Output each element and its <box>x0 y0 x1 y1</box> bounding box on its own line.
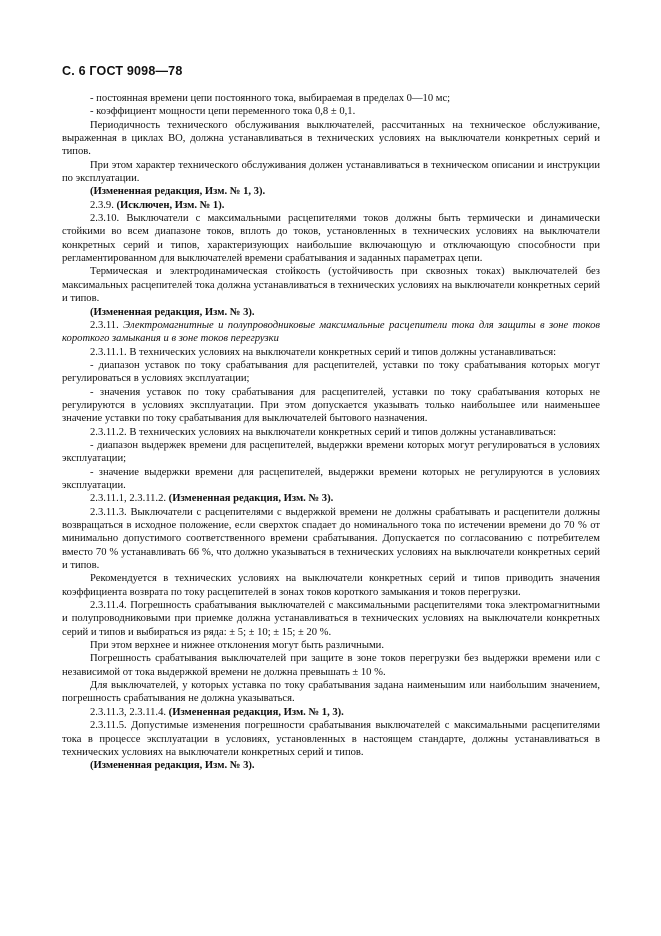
paragraph-text: 2.3.11.4. Погрешность срабатывания выключателей с максимальными расцепителями тока электромагнитными и полупроводниковыми при приемке должна устанавливаться в технических условиях на выключатели конкретных серий и типов и выбираться из ряда: ± 5; ± 10; ± 15; ± 20 %. <box>62 600 600 638</box>
paragraph <box>62 706 600 719</box>
paragraph <box>62 719 600 759</box>
paragraph <box>62 119 600 159</box>
paragraph-text: 2.3.11.1, 2.3.11.2. <box>90 493 167 505</box>
paragraph <box>62 92 600 105</box>
paragraph <box>62 652 600 679</box>
paragraph-text: Периодичность технического обслуживания выключателей, рассчитанных на техническое обслуживание, выраженная в циклах ВО, должна устанавливаться в технических условиях на выключатели конкретных серий и типов. <box>62 119 600 158</box>
paragraph-text: (Измененная редакция, Изм. № 1, 3). <box>90 186 266 198</box>
paragraph-text: 2.3.10. Выключатели с максимальными расцепителями токов должны быть термически и динамически стойкими во всем диапазоне токов, вплоть до токов, установленных в технических условиях на выключатели конкретных серий и типов, характеризующих наибольшие включающую и отключающую способности при регламентированном для выключателей времени срабатывания и заданных параметрах цепи. <box>62 213 600 265</box>
page-header: С. 6 ГОСТ 9098—78 <box>62 64 183 78</box>
paragraph <box>62 306 600 319</box>
paragraph-text: - диапазон выдержек времени для расцепителей, выдержки времени которых могут регулироваться в условиях эксплуатации; <box>62 439 600 465</box>
paragraph <box>62 319 600 346</box>
paragraph-text: - диапазон уставок по току срабатывания для расцепителей, уставки по току срабатывания которых могут регулироваться в условиях эксплуатации; <box>62 359 600 385</box>
paragraph <box>62 466 600 493</box>
paragraph-text: 2.3.11. <box>90 319 119 331</box>
paragraph <box>62 212 600 265</box>
paragraph-text: (Измененная редакция, Изм. № 3). <box>90 760 255 772</box>
amendment-note: (Исключен, Изм. № 1). <box>113 199 225 211</box>
paragraph <box>62 386 600 426</box>
document-body <box>62 92 600 773</box>
paragraph <box>62 199 600 212</box>
paragraph <box>62 185 600 198</box>
paragraph-text: - значения уставок по току срабатывания для расцепителей, уставки по току срабатывания которых не регулируются в условиях эксплуатации. При этом допускается указывать только наибольшее или наименьшее значение уставки по току срабатывания для выключателей бытового назначения. <box>62 386 600 425</box>
paragraph <box>62 759 600 772</box>
paragraph <box>62 265 600 305</box>
paragraph-text: При этом характер технического обслуживания должен устанавливаться в техническом описании и инструкции по эксплуатации. <box>62 159 600 185</box>
paragraph <box>62 426 600 439</box>
paragraph <box>62 105 600 118</box>
paragraph-text: Для выключателей, у которых уставка по току срабатывания задана наименьшим или наибольшим значением, погрешность срабатывания не должна указываться. <box>62 680 600 705</box>
paragraph <box>62 639 600 652</box>
paragraph-text: Термическая и электродинамическая стойкость (устойчивость при сквозных токах) выключателей без максимальных расцепителей тока должна устанавливаться в технических условиях на выключатели конкретных серий и типов. <box>62 266 600 305</box>
paragraph-text: 2.3.11.1. В технических условиях на выключатели конкретных серий и типов должны устанавливаться: <box>90 346 557 358</box>
amendment-note: (Измененная редакция, Изм. № 3). <box>166 493 334 505</box>
paragraph-text: 2.3.9. <box>90 199 114 211</box>
section-heading: Электромагнитные и полупроводниковые максимальные расцепители тока для защиты в зоне токов короткого замыкания и в зоне токов перегрузки <box>62 319 600 345</box>
paragraph <box>62 599 600 639</box>
paragraph-text: 2.3.11.2. В технических условиях на выключатели конкретных серий и типов должны устанавливаться: <box>90 426 557 438</box>
paragraph-text: Погрешность срабатывания выключателей при защите в зоне токов перегрузки без выдержки времени или с независимой от тока выдержкой времени не должна превышать ± 10 %. <box>62 653 600 678</box>
paragraph-text: 2.3.11.5. Допустимые изменения погрешности срабатывания выключателей с максимальными расцепителями тока в процессе эксплуатации в условиях, установленных в настоящем стандарте, должны устанавливаться в технических условиях на выключатели конкретных серий и типов. <box>62 720 600 758</box>
paragraph <box>62 359 600 386</box>
paragraph <box>62 506 600 573</box>
paragraph-text: (Измененная редакция, Изм. № 3). <box>90 306 255 318</box>
paragraph <box>62 572 600 599</box>
paragraph <box>62 346 600 359</box>
paragraph-text: - значение выдержки времени для расцепителей, выдержки времени которых не регулируются в условиях эксплуатации. <box>62 466 600 491</box>
paragraph-text: Рекомендуется в технических условиях на выключатели конкретных серий и типов приводить значения коэффициента возврата по току расцепителей в зонах токов короткого замыкания и токов перегрузки. <box>62 573 600 598</box>
amendment-note: (Измененная редакция, Изм. № 1, 3). <box>166 706 344 718</box>
paragraph <box>62 679 600 706</box>
paragraph-text: 2.3.11.3, 2.3.11.4. <box>90 706 167 718</box>
paragraph-text: - постоянная времени цепи постоянного тока, выбираемая в пределах 0—10 мс; <box>90 93 451 104</box>
paragraph-text: При этом верхнее и нижнее отклонения могут быть различными. <box>90 640 384 652</box>
paragraph <box>62 439 600 466</box>
paragraph-text: - коэффициент мощности цепи переменного тока 0,8 ± 0,1. <box>90 106 356 118</box>
paragraph <box>62 159 600 186</box>
paragraph <box>62 492 600 505</box>
paragraph-text: 2.3.11.3. Выключатели с расцепителями с выдержкой времени не должны срабатывать и расцепители должны возвращаться в исходное положение, если сверхток спадает до номинального тока по истечении времени до 70 % от минимально допустимого соответственного времени срабатывания. Допускается по согласованию с потребителем вместо 70 % устанавливать 66 %, что должно указываться в технических условиях на выключатели конкретных серий и типов. <box>62 506 600 572</box>
